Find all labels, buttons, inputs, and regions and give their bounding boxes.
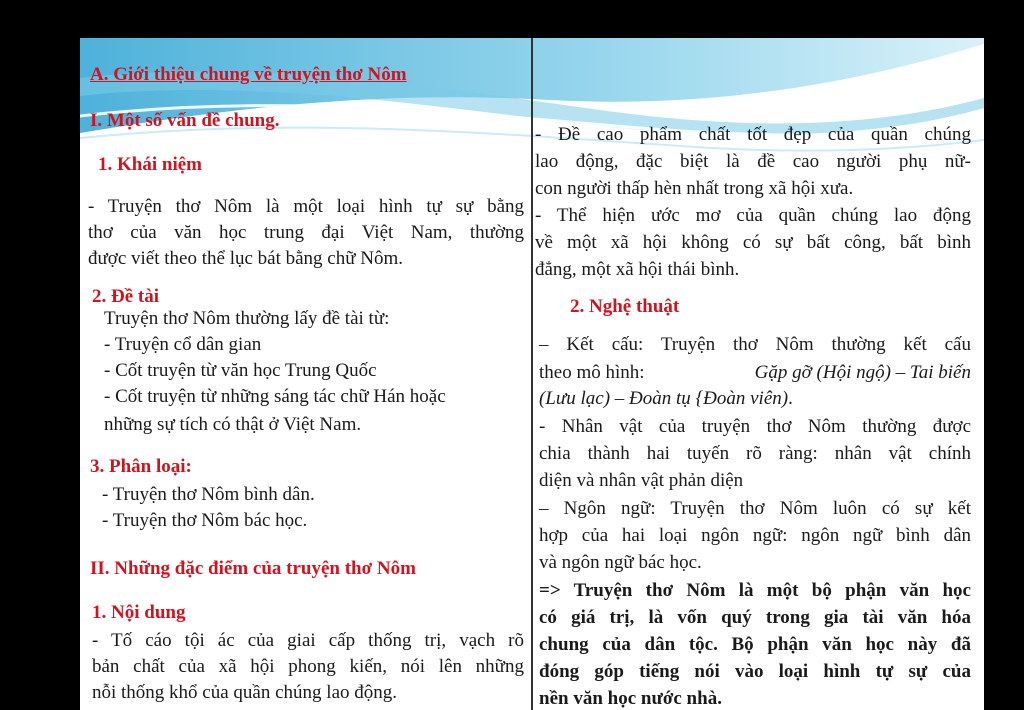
ngon-ngu-line: hợp của hai loại ngôn ngữ: ngôn ngữ bình dân: [539, 525, 971, 546]
column-divider: [531, 38, 533, 710]
section-2-heading: II. Những đặc điểm của truyện thơ Nôm: [90, 558, 416, 579]
ngon-ngu-line: và ngôn ngữ bác học.: [539, 552, 702, 573]
noi-dung-cont-line: con người thấp hèn nhất trong xã hội xưa.: [535, 178, 854, 199]
section-1-heading: I. Một số vấn đề chung.: [90, 110, 280, 131]
ket-cau-model: Gặp gỡ (Hội ngộ) – Tai biến: [754, 362, 971, 383]
ket-cau-model: (Lưu lạc) – Đoàn tụ {Đoàn viên): [539, 388, 789, 409]
nhan-vat-line: - Nhân vật của truyện thơ Nôm thường được: [539, 416, 971, 437]
ket-cau-line: – Kết cấu: Truyện thơ Nôm thường kết cấu: [539, 334, 971, 355]
ket-cau-line: [539, 360, 971, 386]
ket-cau-line: [539, 386, 793, 412]
ket-cau-period: .: [788, 388, 793, 409]
de-tai-line: Truyện thơ Nôm thường lấy đề tài từ:: [104, 308, 390, 329]
khai-niem-heading: 1. Khái niệm: [98, 154, 202, 175]
noi-dung-cont-line: lao động, đặc biệt là đề cao người phụ nữ-: [535, 151, 971, 172]
phan-loai-line: - Truyện thơ Nôm bình dân.: [102, 484, 315, 505]
nhan-vat-line: chia thành hai tuyến rõ ràng: nhân vật chính: [539, 443, 971, 464]
slide: [80, 38, 984, 710]
de-tai-line: - Cốt truyện từ những sáng tác chữ Hán hoặc: [104, 386, 446, 407]
uoc-mo-line: - Thể hiện ước mơ của quần chúng lao động: [535, 205, 971, 226]
phan-loai-heading: 3. Phân loại:: [90, 456, 192, 477]
khai-niem-line: - Truyện thơ Nôm là một loại hình tự sự bằng: [88, 196, 524, 217]
conclusion-line: => Truyện thơ Nôm là một bộ phận văn học: [539, 580, 971, 601]
nhan-vat-line: diện và nhân vật phản diện: [539, 470, 744, 491]
noi-dung-heading: 1. Nội dung: [92, 602, 186, 623]
conclusion-line: chung của dân tộc. Bộ phận văn học này đã: [539, 634, 971, 655]
noi-dung-cont-line: - Đề cao phẩm chất tốt đẹp của quần chúng: [535, 124, 971, 145]
de-tai-heading: 2. Đề tài: [92, 286, 160, 307]
de-tai-line: - Truyện cổ dân gian: [104, 334, 262, 355]
phan-loai-line: - Truyện thơ Nôm bác học.: [102, 510, 308, 531]
conclusion-line: đóng góp tiếng nói vào loại hình tự sự của: [539, 661, 971, 682]
uoc-mo-line: đẳng, một xã hội thái bình.: [535, 259, 740, 280]
nghe-thuat-heading: 2. Nghệ thuật: [570, 296, 680, 317]
noi-dung-line: - Tố cáo tội ác của giai cấp thống trị, vạch rõ: [92, 630, 524, 651]
noi-dung-line: nỗi thống khổ của quần chúng lao động.: [92, 682, 398, 703]
khai-niem-line: thơ của văn học trung đại Việt Nam, thường: [88, 222, 524, 243]
section-a-heading: A. Giới thiệu chung về truyện thơ Nôm: [90, 64, 407, 85]
conclusion-line: nền văn học nước nhà.: [539, 688, 722, 709]
ngon-ngu-line: – Ngôn ngữ: Truyện thơ Nôm luôn có sự kết: [539, 498, 971, 519]
uoc-mo-line: về một xã hội không có sự bất công, bất bình: [535, 232, 971, 253]
noi-dung-line: bản chất của xã hội phong kiến, nói lên những: [92, 656, 524, 677]
khai-niem-line: được viết theo thể lục bát bằng chữ Nôm.: [88, 248, 404, 269]
de-tai-line: - Cốt truyện từ văn học Trung Quốc: [104, 360, 377, 381]
ket-cau-plain: theo mô hình:: [539, 362, 645, 383]
de-tai-line: những sự tích có thật ở Việt Nam.: [104, 414, 362, 435]
conclusion-line: có giá trị, là vốn quý trong gia tài văn hóa: [539, 607, 971, 628]
